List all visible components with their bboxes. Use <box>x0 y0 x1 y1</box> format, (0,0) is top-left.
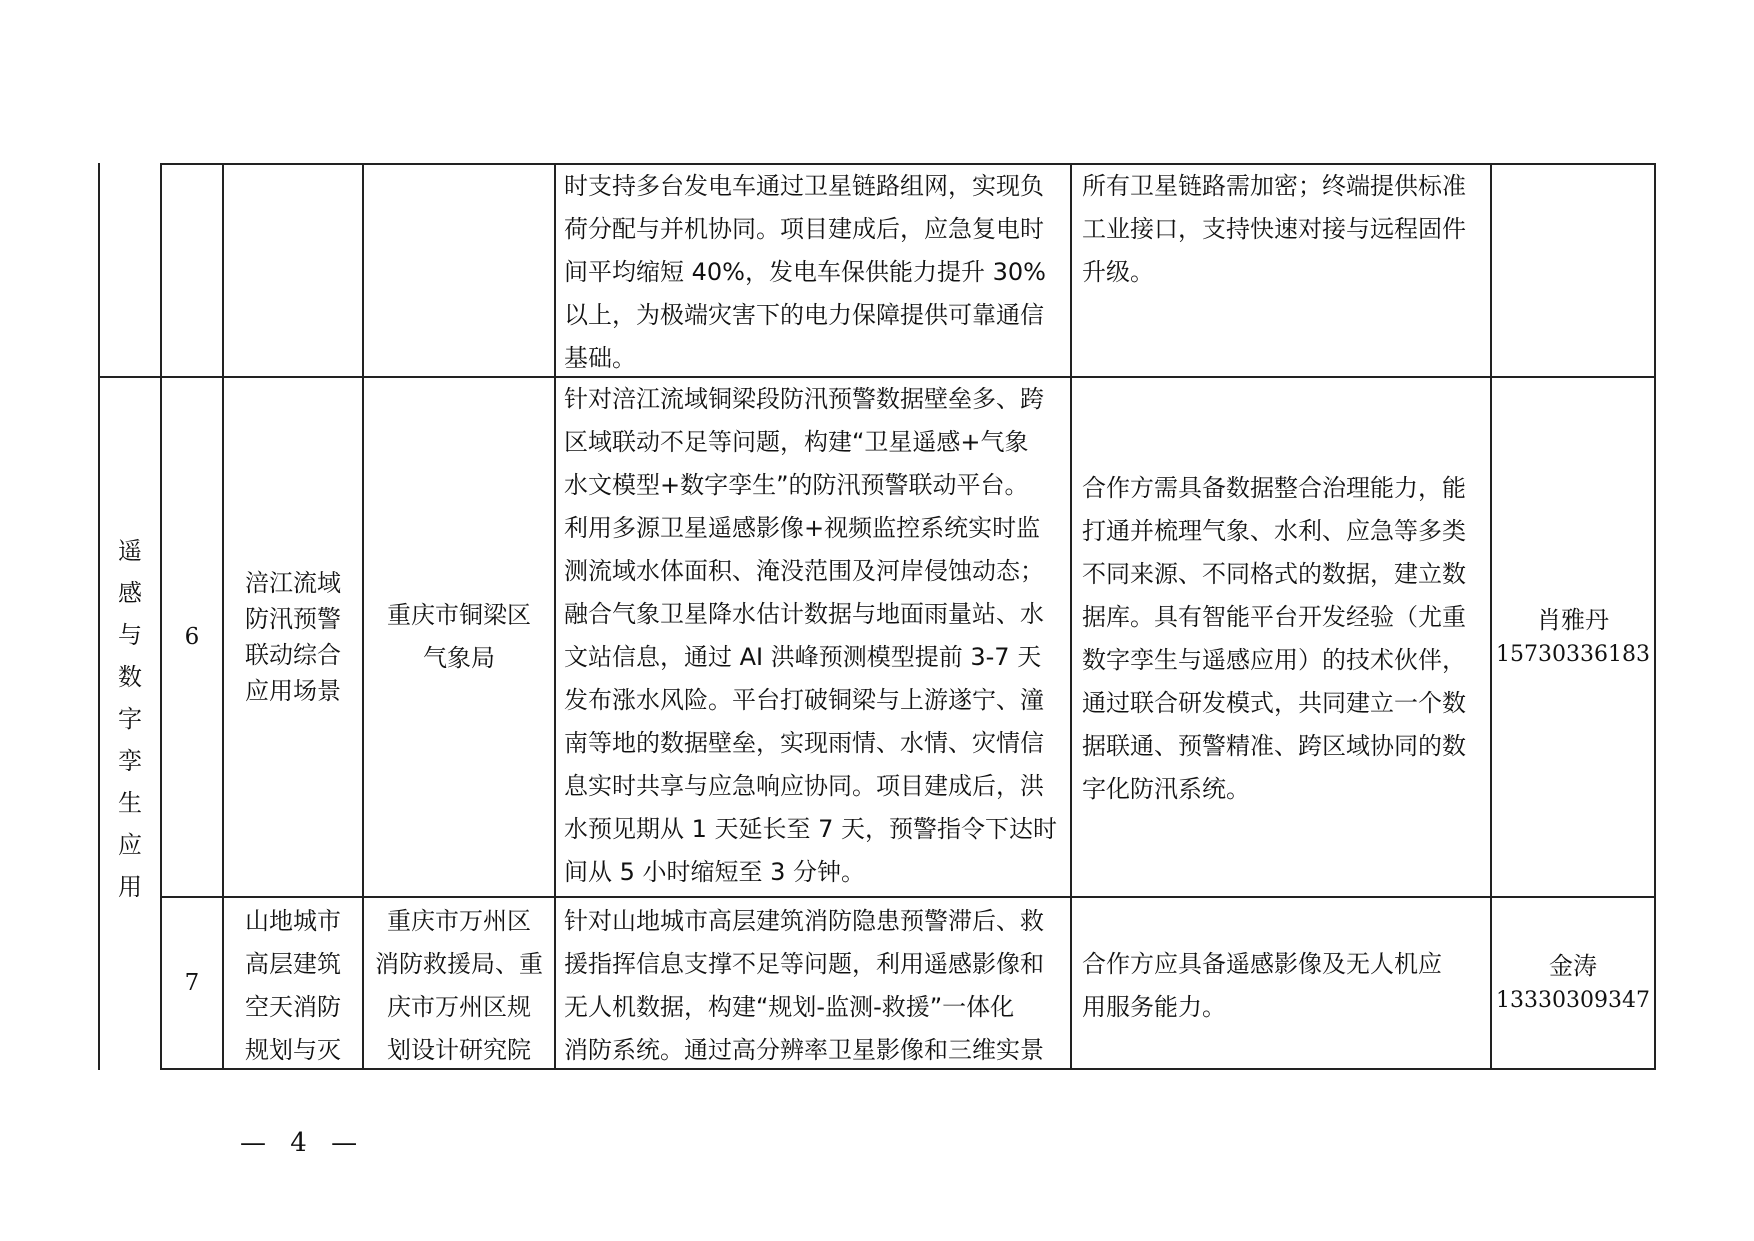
contact-name: 肖雅丹 <box>1537 606 1609 634</box>
category-char: 应 <box>118 831 142 859</box>
row-seq: 6 <box>184 623 200 650</box>
contact-phone: 15730336183 <box>1496 642 1650 667</box>
row-unit: 重庆市铜梁区 气象局 <box>387 601 531 672</box>
category-char: 用 <box>118 873 142 901</box>
page-number: — 4 — <box>240 1128 366 1158</box>
row-description: 针对山地城市高层建筑消防隐患预警滞后、救 援指挥信息支撑不足等问题，利用遥感影像和 无人机数据，构建“规划-监测-救援”一体化 消防系统。通过高分辨率卫星影像和三维实景 <box>564 907 1044 1064</box>
category-char: 遥 <box>118 537 142 565</box>
row-description: 针对涪江流域铜梁段防汛预警数据壁垒多、跨 区域联动不足等问题，构建“卫星遥感+气象 水文模型+数字孪生”的防汛预警联动平台。 利用多源卫星遥感影像+视频监控系统实时监 测流域水体面积、淹没范围及河岸侵蚀动态； 融合气象卫星降水估计数据与地面雨量站、水 文站信息，通过 AI 洪峰预测模型提前 3-7 天 发布涨水风险。平台打破铜梁与上游遂宁、潼 南等地的数据壁垒，实现雨情、水情、灾情信 息实时共享与应急响应协同。项目建成后，洪 水预见期从 1 天延长至 7 天，预警指令下达时 间从 5 小时缩短至 3 分钟。 <box>564 385 1058 886</box>
category-char: 孪 <box>118 747 142 775</box>
row-requirement: 合作方应具备遥感影像及无人机应 用服务能力。 <box>1082 950 1442 1021</box>
row-seq: 7 <box>184 969 200 996</box>
category-char: 生 <box>118 789 142 817</box>
contact-name: 金涛 <box>1549 952 1597 980</box>
category-char: 数 <box>118 663 142 691</box>
contact-phone: 13330309347 <box>1496 988 1650 1013</box>
row-contact <box>1492 898 1654 1068</box>
row-scenario-name: 涪江流域 防汛预警 联动综合 应用场景 <box>245 569 341 705</box>
category-char: 感 <box>118 579 142 607</box>
row-contact <box>1492 378 1654 896</box>
continuation-requirement: 所有卫星链路需加密；终端提供标准 工业接口，支持快速对接与远程固件 升级。 <box>1082 172 1466 286</box>
row-scenario-name: 山地城市 高层建筑 空天消防 规划与灭 <box>245 907 341 1064</box>
continuation-description: 时支持多台发电车通过卫星链路组网，实现负 荷分配与并机协同。项目建成后，应急复电时 间平均缩短 40%，发电车保供能力提升 30% 以上，为极端灾害下的电力保障提供可靠通信 基础。 <box>564 172 1046 372</box>
category-label <box>100 530 160 908</box>
category-char: 字 <box>118 705 142 733</box>
row-unit: 重庆市万州区 消防救援局、重 庆市万州区规 划设计研究院 <box>375 907 543 1064</box>
row-requirement: 合作方需具备数据整合治理能力，能 打通并梳理气象、水利、应急等多类 不同来源、不同格式的数据，建立数 据库。具有智能平台开发经验（尤重 数字孪生与遥感应用）的技术伙伴， 通过联合研发模式，共同建立一个数 据联通、预警精准、跨区域协同的数 字化防汛系统。 <box>1082 474 1466 803</box>
category-char: 与 <box>118 621 142 649</box>
